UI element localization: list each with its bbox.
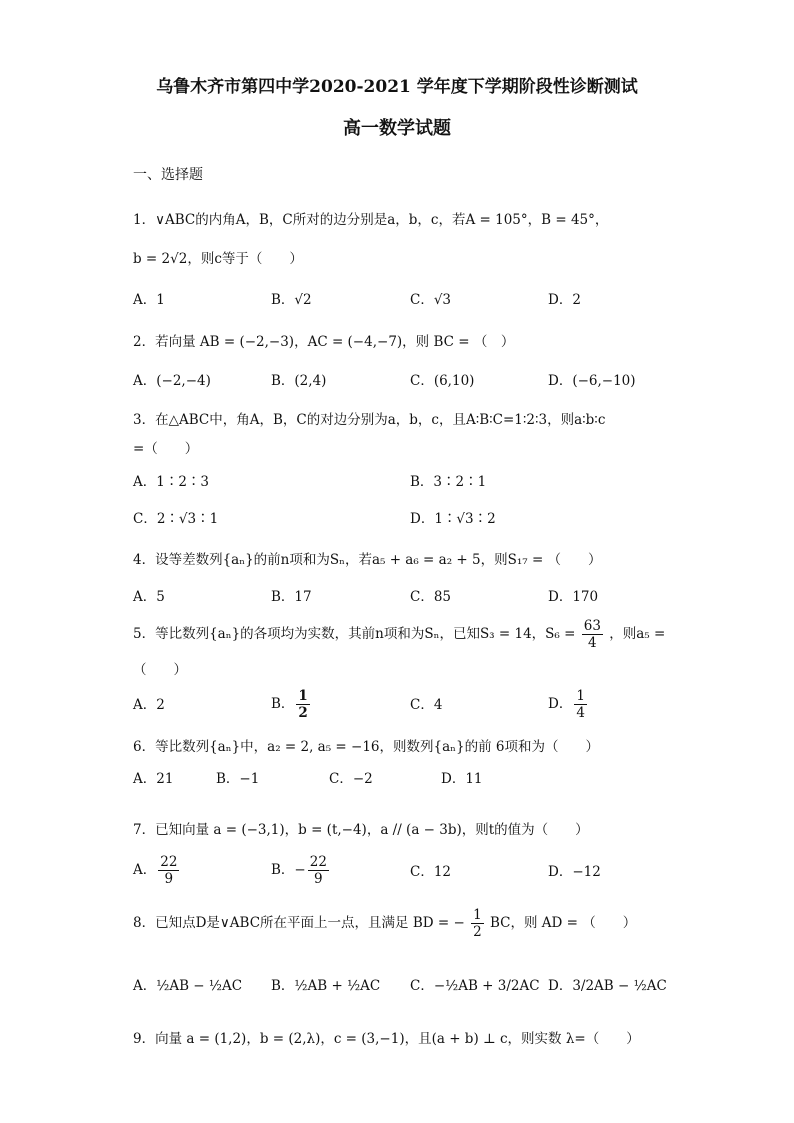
question-8-option-d: D．3/2AB − ½AC [548, 978, 667, 994]
question-5-fraction-numerator: 63 [583, 618, 601, 634]
question-2-option-d: D．(−6,−10) [548, 373, 636, 389]
question-7-option-b-denominator: 9 [314, 871, 323, 887]
question-1-option-b: B．√2 [271, 292, 312, 308]
question-8-line-1 [133, 907, 636, 940]
question-5-fraction-denominator: 4 [588, 635, 597, 651]
question-5-line-1 [133, 618, 665, 651]
question-5-option-b-label: B． [271, 696, 295, 712]
question-1-line-2: b = 2√2，则c等于（ ） [133, 251, 303, 267]
question-4-option-c: C．85 [410, 589, 452, 605]
question-6-line-1: 6．等比数列{aₙ}中，a₂ = 2, a₅ = −16，则数列{aₙ}的前 6项和为（ ） [133, 739, 599, 755]
question-9-line-1: 9．向量 a = (1,2)，b = (2,λ)，c = (3,−1)，且(a + b) ⊥ c，则实数 λ=（ ） [133, 1031, 640, 1047]
question-7-option-c: C．12 [410, 864, 452, 880]
question-6-option-a: A．21 [133, 771, 174, 787]
question-7-option-a-label: A． [133, 862, 157, 878]
question-5-option-a: A．2 [133, 697, 165, 713]
question-5-option-b-denominator: 2 [298, 705, 308, 721]
question-5-option-b-numerator: 1 [298, 688, 308, 704]
question-2-option-a: A．(−2,−4) [133, 373, 211, 389]
question-5-option-d-denominator: 4 [576, 705, 585, 721]
question-3-line-1: 3．在△ABC中，角A，B，C的对边分别为a，b，c，且A∶B∶C=1∶2∶3，则a∶b∶c [133, 412, 606, 428]
question-4-option-d: D．170 [548, 589, 599, 605]
question-8-option-b: B．½AB + ½AC [271, 978, 381, 994]
question-5-option-d-label: D． [548, 696, 573, 712]
question-5-option-c: C．4 [410, 697, 443, 713]
question-1-option-d: D．2 [548, 292, 581, 308]
question-7-option-b-numerator: 22 [309, 854, 327, 870]
question-6-option-c: C．−2 [329, 771, 373, 787]
question-7-option-b-label: B．− [271, 862, 306, 878]
question-6-option-d: D．11 [441, 771, 483, 787]
question-8-text-b: BC，则 AD = （ ） [489, 915, 637, 931]
question-1-option-a: A．1 [133, 292, 165, 308]
question-8-text-a: 8．已知点D是∨ABC所在平面上一点，且满足 BD = − [133, 915, 465, 931]
exam-title: 乌鲁木齐市第四中学2020-2021 学年度下学期阶段性诊断测试 [156, 77, 638, 97]
question-8-option-a: A．½AB − ½AC [133, 978, 243, 994]
question-5-line-2: （ ） [133, 662, 187, 678]
question-7-option-a-denominator: 9 [164, 871, 174, 887]
question-7-option-b-fraction [308, 854, 329, 887]
question-6-option-b: B．−1 [216, 771, 260, 787]
question-5-option-b-fraction [296, 688, 309, 721]
question-3-option-c: C．2∶√3∶1 [133, 511, 219, 527]
question-4-option-a: A．5 [133, 589, 165, 605]
question-5-option-d-fraction [574, 688, 587, 721]
question-8-fraction [471, 907, 484, 940]
question-8-fraction-denominator: 2 [473, 924, 482, 940]
question-5-option-b [271, 688, 312, 721]
section-heading: 一、选择题 [133, 167, 203, 183]
question-5-text-a: 5．等比数列{aₙ}的各项均为实数，其前n项和为Sₙ，已知S₃ = 14，S₆ = [133, 626, 576, 642]
question-1-option-c: C．√3 [410, 292, 452, 308]
question-3-option-b: B．3∶2∶1 [410, 474, 487, 490]
question-3-line-2: =（ ） [133, 441, 199, 457]
question-7-option-a-fraction [158, 854, 179, 887]
exam-subtitle: 高一数学试题 [343, 118, 451, 139]
question-2-option-c: C．(6,10) [410, 373, 475, 389]
question-5-option-d-numerator: 1 [576, 688, 585, 704]
question-3-option-a: A．1∶2∶3 [133, 474, 210, 490]
question-7-option-d: D．−12 [548, 864, 601, 880]
question-2-line-1: 2．若向量 AB = (−2,−3)，AC = (−4,−7)，则 BC = （ ） [133, 334, 515, 350]
question-4-line-1: 4．设等差数列{aₙ}的前n项和为Sₙ，若a₅ + a₆ = a₂ + 5，则S₁₇ = （ ） [133, 552, 602, 568]
question-4-option-b: B．17 [271, 589, 312, 605]
question-3-option-d: D．1∶√3∶2 [410, 511, 496, 527]
question-2-option-b: B．(2,4) [271, 373, 327, 389]
question-5-fraction [582, 618, 603, 651]
question-7-option-b [271, 854, 331, 887]
question-8-option-c: C．−½AB + 3/2AC [410, 978, 540, 994]
question-5-text-b: ，则a₅ = [609, 626, 666, 642]
question-8-fraction-numerator: 1 [473, 907, 482, 923]
question-1-line-1: 1．∨ABC的内角A，B，C所对的边分别是a，b，c，若A = 105°，B = 45°， [133, 212, 609, 228]
question-5-option-d [548, 688, 589, 721]
question-7-option-a-numerator: 22 [160, 854, 178, 870]
question-7-option-a [133, 854, 181, 887]
question-7-line-1: 7．已知向量 a = (−3,1)，b = (t,−4)，a // (a − 3b)，则t的值为（ ） [133, 822, 589, 838]
